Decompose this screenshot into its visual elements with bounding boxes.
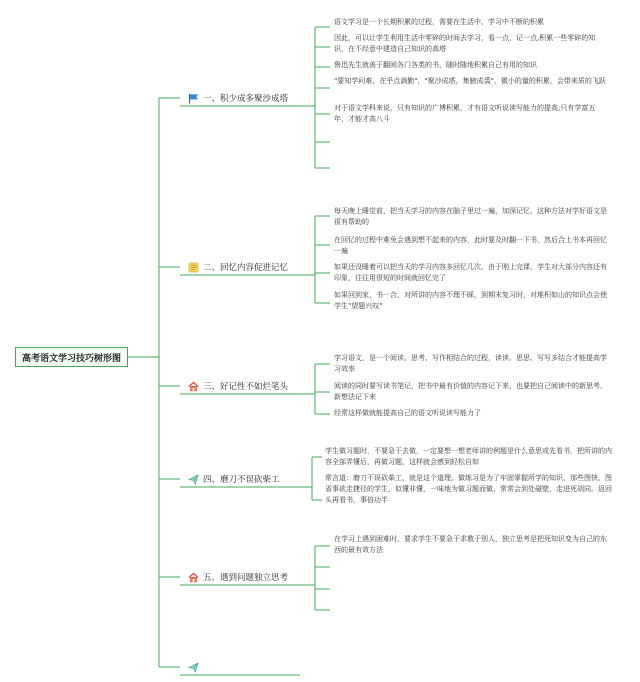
root-label: 高考语文学习技巧树形图 [21,353,121,364]
list-item: 对于语文学科来说，只有知识的广博积累，才有语文听说读写能力的提高;只有学富五年，才能才高八斗 [334,104,596,123]
list-item: 在学习上遇到困难时，要求学生不要急于求教于别人，独立思考是把死知识变为自己的东西的最有效方法 [334,535,607,554]
list-item: 如果还没睡着可以把当天的学习内容多回忆几次。由于刚上完课，学生对大部分内容还有印象，往往用很短的时间就回忆完了 [334,263,607,282]
list-item: 在回忆的过程中难免会遇到想不起来的内容，此时要及时翻一下书，然后合上书本再回忆一遍 [334,236,607,255]
branch-6[interactable] [188,660,203,674]
branch-3-label: 三、好记性不如烂笔头 [203,382,289,392]
list-item: 如果回到家，书一合，对所讲的内容不理不睬，到期末复习时，对堆积如山的知识点会使学生"望题兴叹" [334,291,607,310]
list-item: 经常这样做就能提高自己的语文听说读写能力了 [334,409,481,417]
note-icon [188,262,199,273]
flag-icon [188,93,199,104]
branch-5[interactable] [188,570,288,584]
list-item: 学生做习题时，不要急于去做，一定要想一想老师讲的例题是什么意思或先看书，把所讲的内容全部弄懂后，再做习题，这样就会感到轻松自如 [325,447,612,466]
list-item: 常言道：磨刀不误砍柴工，就是这个道理。做练习是为了牢固掌握所学的知识，那些图快、图省事欲走捷径的学生，似懂非懂，一味地为做习题而做，常常会到处碰壁，走进死胡同。返回头再看书，事倍功半 [325,474,612,504]
branch-4-label: 四、磨刀不误砍柴工 [203,475,280,485]
branch-2[interactable] [188,260,288,274]
list-item: 因此，可以让学生利用生活中零碎的时间去学习，看一点，记一点,积累一些零碎的知识，在不经意中建造自己知识的高塔 [334,34,596,53]
branch-2-label: 二、回忆内容促进记忆 [203,263,289,273]
root-topic[interactable] [15,347,128,367]
list-item: "要知学问难，在乎点滴勤"，"聚沙成塔，集腋成裘"，微小的量的积累，会带来质的飞跃 [334,77,606,85]
paper-plane-icon [188,662,199,673]
home-icon [188,572,199,583]
list-item: 鲁迅先生就善于翻阅各门各类的书，随时随地积累自己有用的知识 [334,61,537,69]
branch-4[interactable] [188,472,280,486]
list-item: 阅读的同时要写读书笔记，把书中最有价值的内容记下来，也要把自己阅读中的新思考、新想法记下来 [334,382,607,401]
branch-3[interactable] [188,379,288,393]
list-item: 学习语文，是一个阅读、思考、写作相结合的过程，读读、思思、写写多结合才能提高学习效率 [334,354,607,373]
home-icon [188,381,199,392]
branch-1[interactable] [188,91,288,105]
paper-plane-icon [188,474,199,485]
branch-5-label: 五、遇到问题独立思考 [203,573,289,583]
list-item: 每天晚上睡觉前，把当天学习的内容在脑子里过一遍，加深记忆，这种方法对学好语文是很有帮助的 [334,207,607,226]
branch-1-label: 一、积少成多聚沙成塔 [203,94,289,104]
list-item: 语文学习是一个长期积累的过程，需要在生活中、学习中不断的积累 [334,18,544,26]
